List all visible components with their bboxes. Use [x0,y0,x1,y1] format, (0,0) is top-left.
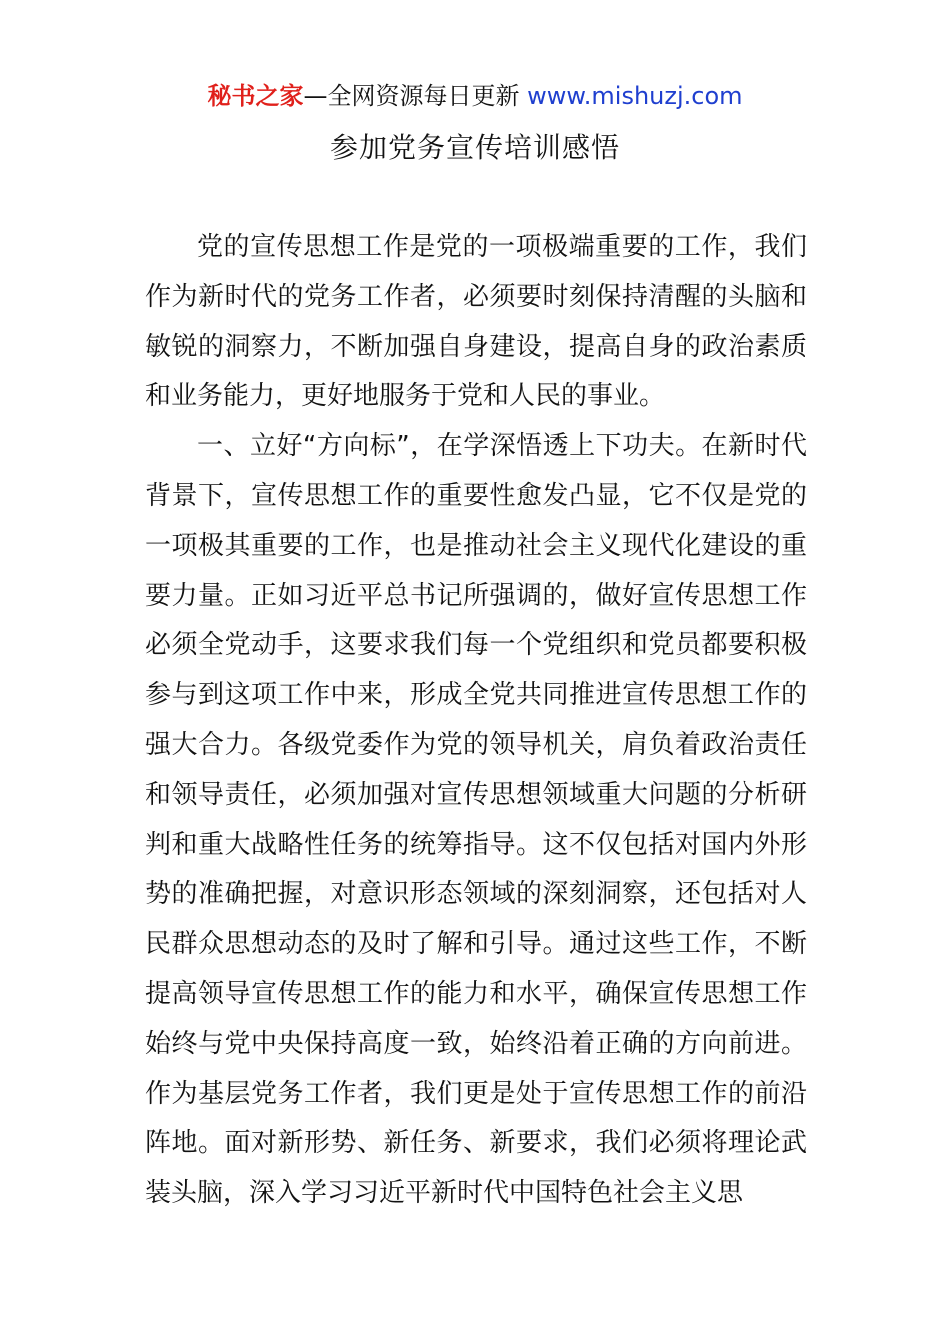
paragraph-intro: 党的宣传思想工作是党的一项极端重要的工作，我们作为新时代的党务工作者，必须要时刻保持清醒的头脑和敏锐的洞察力，不断加强自身建设，提高自身的政治素质和业务能力，更好地服务于党和人民的事业。 [145,232,807,412]
site-brand: 秘书之家 [207,82,304,110]
document-title: 参加党务宣传培训感悟 [329,131,620,164]
paragraph-section-one: 一、立好“方向标”，在学深悟透上下功夫。在新时代背景下，宣传思想工作的重要性愈发凸显，它不仅是党的一项极其重要的工作，也是推动社会主义现代化建设的重要力量。正如习近平总书记所强调的，做好宣传思想工作必须全党动手，这要求我们每一个党组织和党员都要积极参与到这项工作中来，形成全党共同推进宣传思想工作的强大合力。各级党委作为党的领导机关，肩负着政治责任和领导责任，必须加强对宣传思想领域重大问题的分析研判和重大战略性任务的统筹指导。这不仅包括对国内外形势的准确把握，对意识形态领域的深刻洞察，还包括对人民群众思想动态的及时了解和引导。通过这些工作，不断提高领导宣传思想工作的能力和水平，确保宣传思想工作始终与党中央保持高度一致，始终沿着正确的方向前进。作为基层党务工作者，我们更是处于宣传思想工作的前沿阵地。面对新形势、新任务、新要求，我们必须将理论武装头脑，深入学习习近平新时代中国特色社会主义思 [145,431,807,1209]
site-tagline: —全网资源每日更新 [303,82,520,110]
site-url-link[interactable]: www.mishuzj.com [527,82,743,110]
site-header [0,80,950,112]
document-body [145,223,807,1219]
